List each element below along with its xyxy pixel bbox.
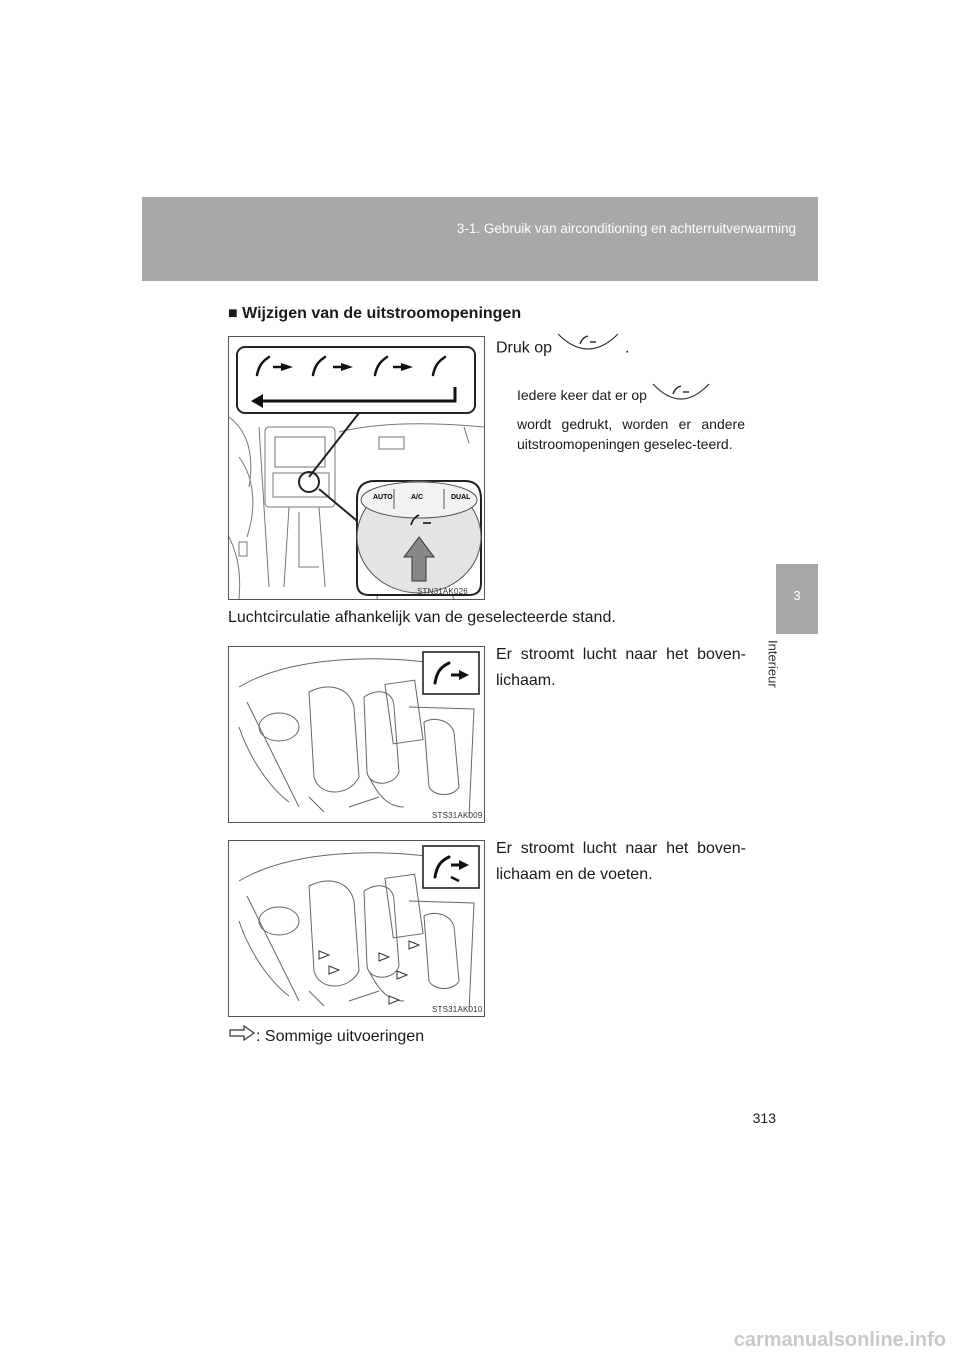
air-outlet-button-icon	[556, 330, 620, 367]
chapter-number: 3	[793, 588, 801, 603]
note-text: Iedere keer dat er op	[517, 387, 647, 404]
figure-upper-body-feet-airflow	[228, 840, 485, 1017]
figure-code: STS31AK009	[432, 811, 483, 820]
chapter-title: 3-1. Gebruik van airconditioning en achterruitverwarming	[456, 221, 796, 236]
step-note-line2: wordt gedrukt, worden er andere uitstroomopeningen geselec-teerd.	[517, 416, 745, 452]
step-instruction	[496, 330, 746, 367]
page-number: 313	[752, 1110, 776, 1126]
optional-arrow-icon	[228, 1024, 256, 1050]
watermark: carmanualsonline.info	[733, 1329, 946, 1351]
legend	[228, 1024, 528, 1050]
chapter-label-text: Interieur	[765, 640, 781, 688]
chapter-tab	[776, 564, 818, 634]
ac-button-label: A/C	[411, 494, 424, 501]
instruction-prefix: Druk op	[496, 339, 553, 357]
dual-button-label: DUAL	[451, 494, 471, 501]
mode-description-upper-body-feet: Er stroomt lucht naar het boven-lichaam en de voeten.	[496, 840, 746, 883]
section-heading	[228, 305, 521, 323]
instruction-suffix: .	[624, 339, 630, 357]
page-header	[142, 197, 818, 281]
legend-text: : Sommige uitvoeringen	[256, 1028, 425, 1046]
square-bullet-icon: ■	[228, 305, 238, 322]
chapter-label	[765, 640, 807, 710]
figure-control-panel	[228, 336, 485, 600]
section-title: Wijzigen van de uitstroomopeningen	[242, 305, 522, 322]
air-outlet-button-icon	[651, 380, 711, 413]
auto-button-label: AUTO	[373, 494, 393, 501]
mode-description-upper-body: Er stroomt lucht naar het boven-lichaam.	[496, 646, 746, 689]
figure-code: STS31AK010	[432, 1005, 483, 1014]
step-note-line1	[517, 380, 747, 413]
figure-code: STN31AK026	[417, 587, 468, 596]
airflow-intro: Luchtcirculatie afhankelijk van de geselecteerde stand.	[228, 609, 616, 626]
figure-upper-body-airflow	[228, 646, 485, 823]
